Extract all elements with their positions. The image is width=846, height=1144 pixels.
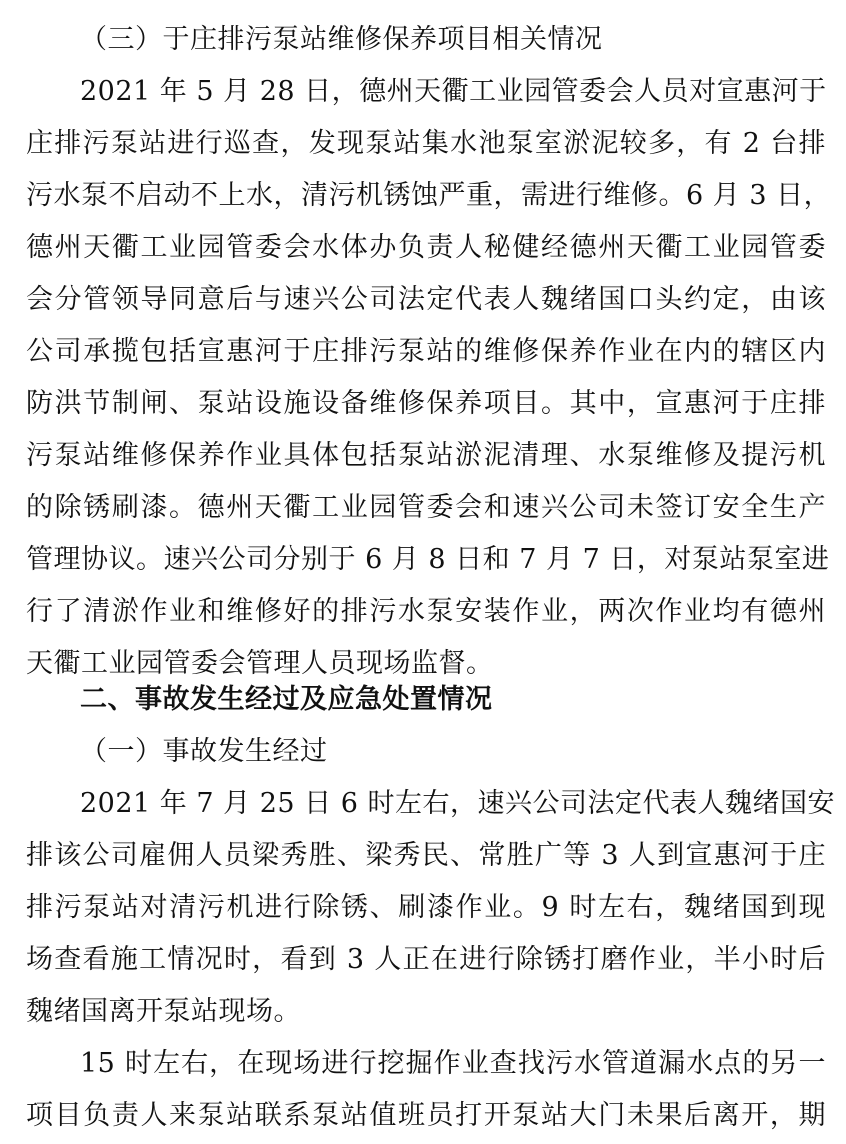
paragraph-line: 公司承揽包括宣惠河于庄排污泵站的维修保养作业在内的辖区内 [26, 336, 826, 367]
paragraph-line: 魏绪国离开泵站现场。 [26, 996, 301, 1027]
paragraph-line: 防洪节制闸、泵站设施设备维修保养项目。其中，宣惠河于庄排 [26, 388, 826, 419]
paragraph-line: 排污泵站对清污机进行除锈、刷漆作业。9 时左右，魏绪国到现 [26, 892, 826, 923]
section-3-heading: （三）于庄排污泵站维修保养项目相关情况 [80, 24, 603, 55]
paragraph-line: 项目负责人来泵站联系泵站值班员打开泵站大门未果后离开，期 [26, 1100, 826, 1131]
paragraph-line: 庄排污泵站进行巡查，发现泵站集水池泵室淤泥较多，有 2 台排 [26, 128, 826, 159]
paragraph-line: 排该公司雇佣人员梁秀胜、梁秀民、常胜广等 3 人到宣惠河于庄 [26, 840, 826, 871]
paragraph-line: 管理协议。速兴公司分别于 6 月 8 日和 7 月 7 日，对泵站泵室进 [26, 544, 830, 575]
paragraph-line: 污水泵不启动不上水，清污机锈蚀严重，需进行维修。6 月 3 日， [26, 180, 832, 211]
paragraph-line: 15 时左右，在现场进行挖掘作业查找污水管道漏水点的另一 [80, 1048, 826, 1079]
paragraph-line: 2021 年 5 月 28 日，德州天衢工业园管委会人员对宣惠河于 [80, 76, 827, 107]
paragraph-line: 的除锈刷漆。德州天衢工业园管委会和速兴公司未签订安全生产 [26, 492, 826, 523]
paragraph-line: 2021 年 7 月 25 日 6 时左右，速兴公司法定代表人魏绪国安 [80, 788, 836, 819]
paragraph-line: 德州天衢工业园管委会水体办负责人秘健经德州天衢工业园管委 [26, 232, 826, 263]
paragraph-line: 行了清淤作业和维修好的排污水泵安装作业，两次作业均有德州 [26, 596, 826, 627]
paragraph-line: 天衢工业园管委会管理人员现场监督。 [26, 648, 494, 679]
subsection-1-heading: （一）事故发生经过 [80, 736, 328, 767]
paragraph-line: 场查看施工情况时，看到 3 人正在进行除锈打磨作业，半小时后 [26, 944, 826, 975]
paragraph-line: 会分管领导同意后与速兴公司法定代表人魏绪国口头约定，由该 [26, 284, 826, 315]
section-two-heading: 二、事故发生经过及应急处置情况 [80, 684, 493, 715]
paragraph-line: 污泵站维修保养作业具体包括泵站淤泥清理、水泵维修及提污机 [26, 440, 826, 471]
